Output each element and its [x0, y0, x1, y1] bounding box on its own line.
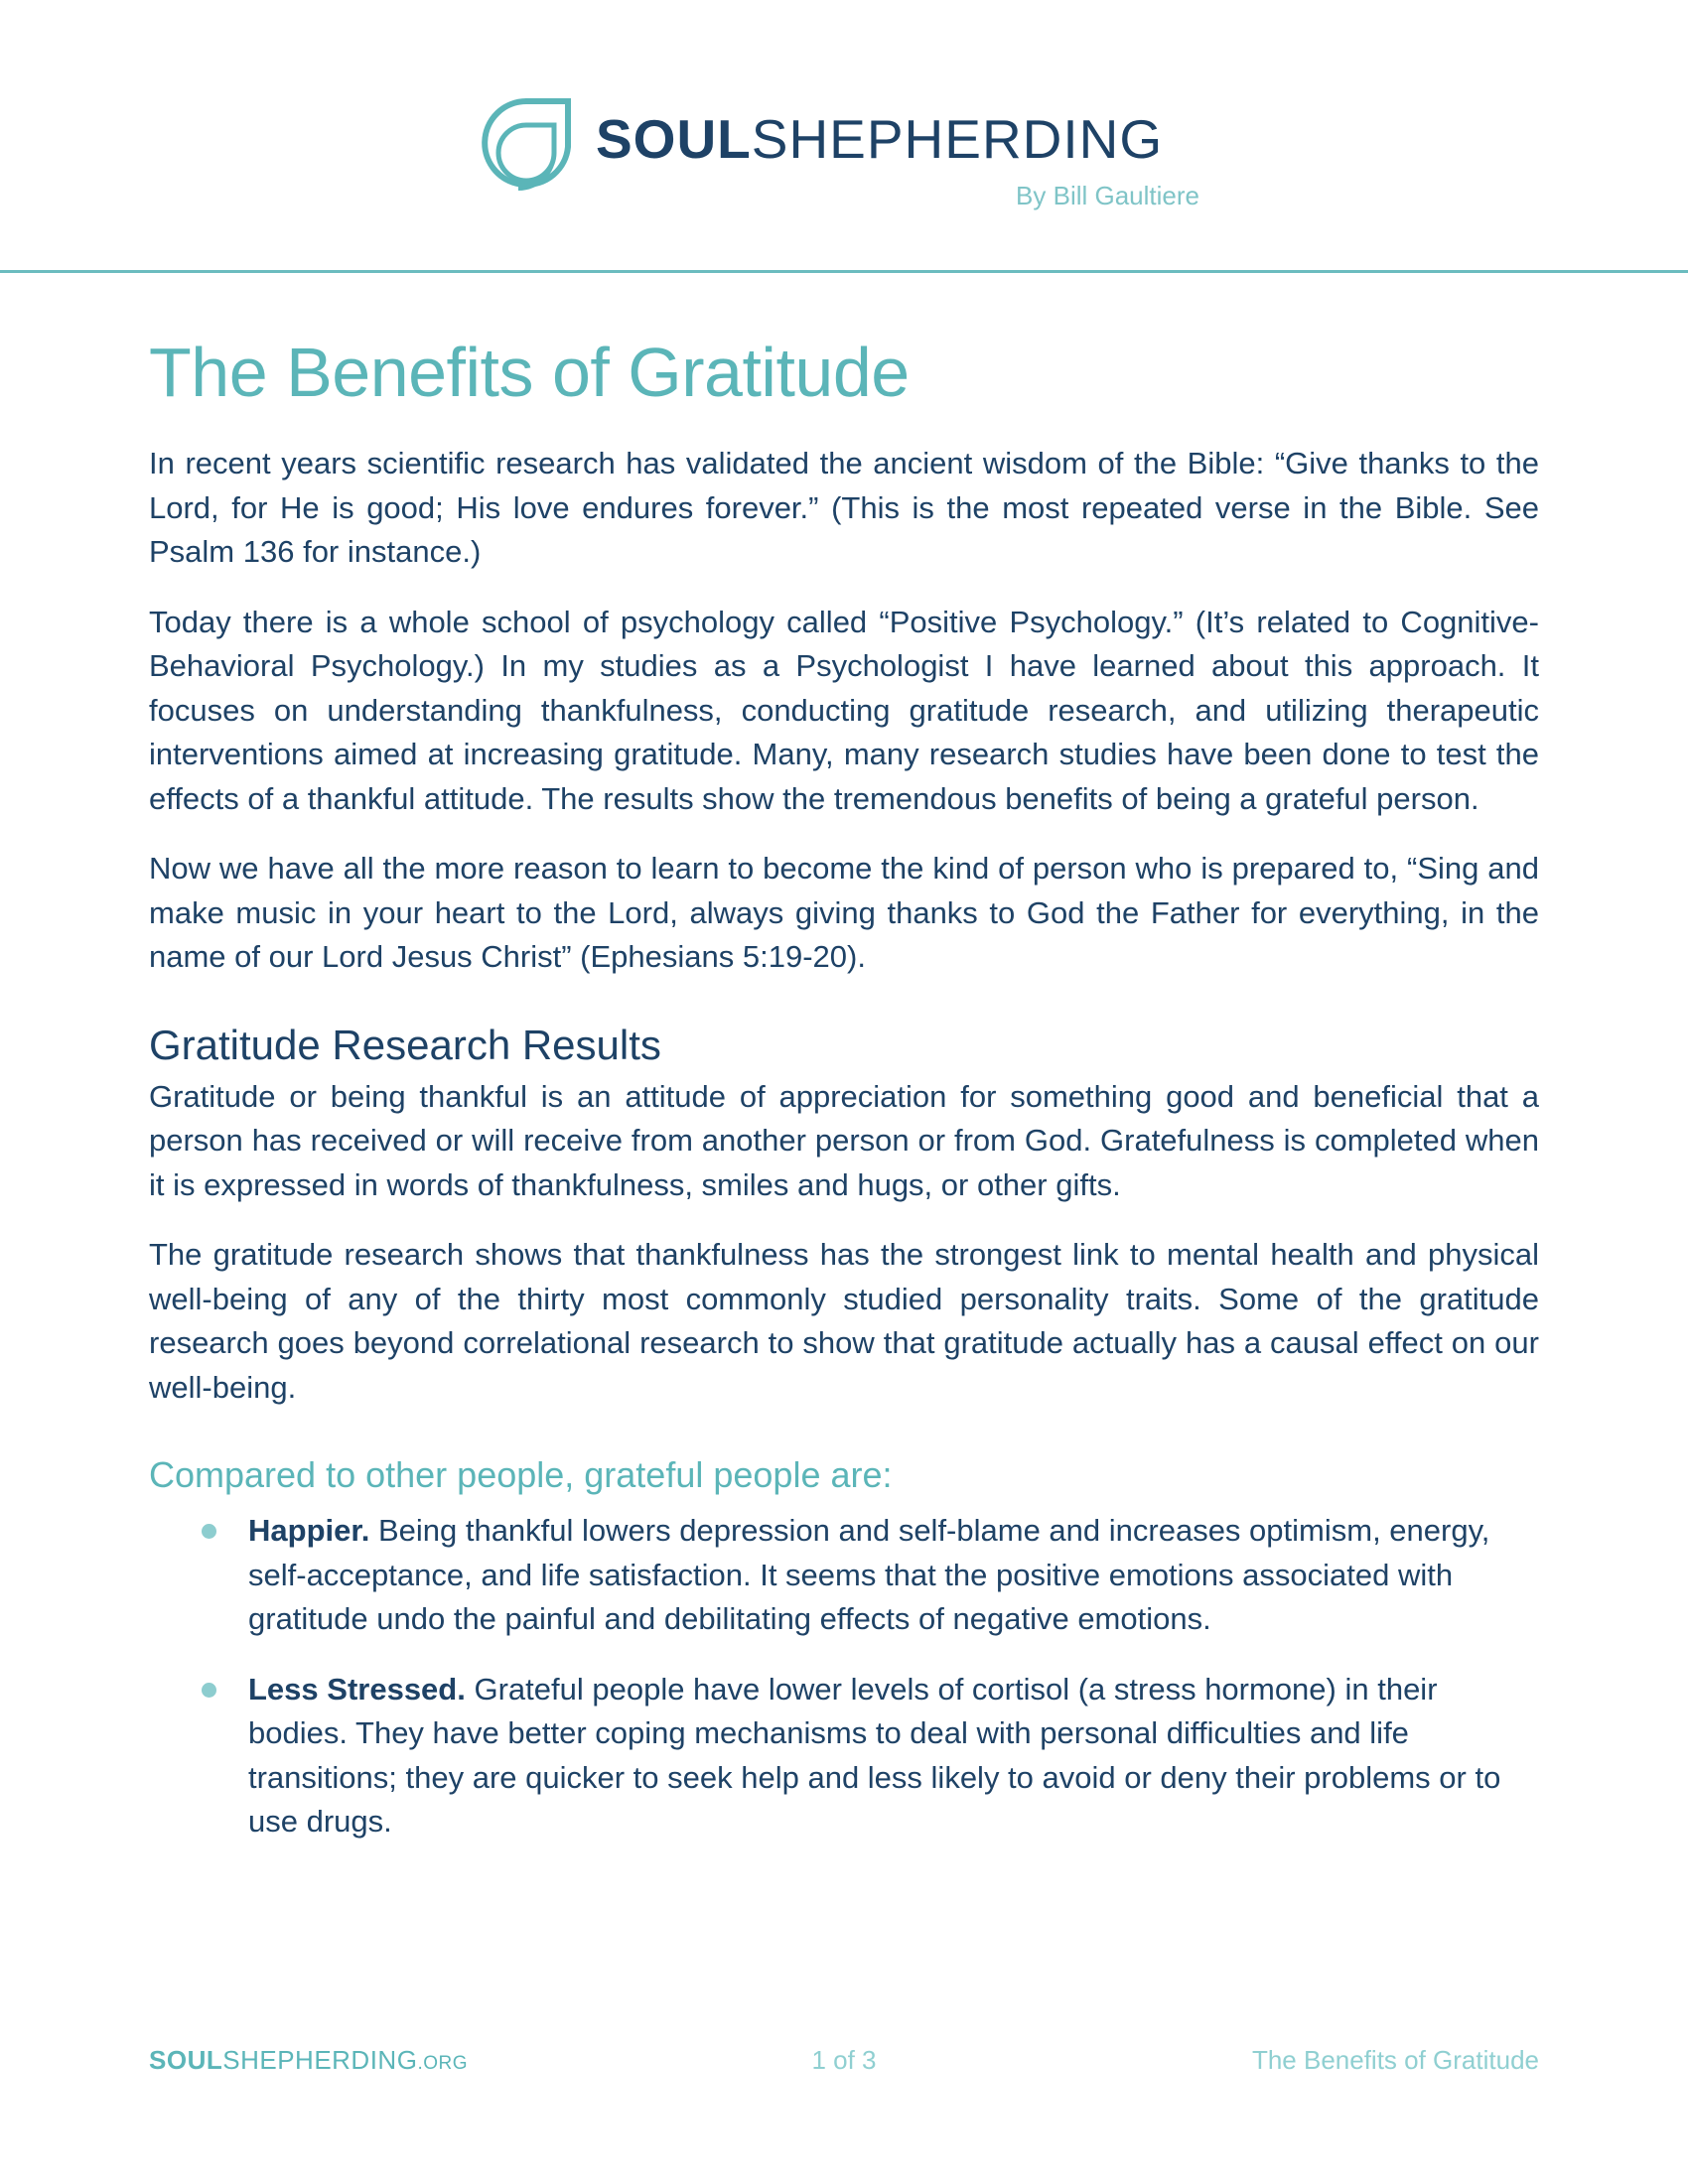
intro-paragraph-1: In recent years scientific research has validated the ancient wisdom of the Bible: “Give thanks to the Lord, for He is good; His love endures forever.” (This is the most repeated verse in the Bible. See Psalm 136 for instance.) [149, 446, 1539, 569]
page-footer [149, 2045, 1539, 2085]
header-divider [0, 270, 1688, 273]
benefits-list [149, 1509, 1539, 1844]
intro-paragraph-3: Now we have all the more reason to learn to become the kind of person who is prepared to, “Sing and make music in your heart to the Lord, always giving thanks to God the Father for everything, in the name of our Lord Jesus Christ” (Ephesians 5:19-20). [149, 851, 1539, 974]
list-item [149, 1668, 1539, 1844]
page-title: The Benefits of Gratitude [149, 334, 910, 411]
leaf-circle-icon [475, 95, 578, 199]
article-body [149, 323, 1539, 1870]
benefit-term: Happier. [248, 1513, 378, 1548]
intro-paragraph-2: Today there is a whole school of psychology called “Positive Psychology.” (It’s related to Cognitive-Behavioral Psychology.) In my studies as a Psychologist I have learned about this approach. It focuses on understanding thankfulness, conducting gratitude research, and utilizing therapeutic interventions aimed at increasing gratitude. Many, many research studies have been done to test the effects of a thankful attitude. The results show the tremendous benefits of being a grateful person. [149, 604, 1539, 816]
footer-site-regular: SHEPHERDING [222, 2045, 418, 2075]
page-header [0, 0, 1688, 274]
footer-doc-title: The Benefits of Gratitude [1251, 2045, 1539, 2075]
research-heading: Gratitude Research Results [149, 1021, 661, 1068]
brand-bold: SOUL [596, 108, 752, 170]
benefit-text: Grateful people have lower levels of cortisol (a stress hormone) in their bodies. They have better coping mechanisms to deal with personal difficulties and life transitions; they are quicker to seek help and less likely to avoid or deny their problems or to use drugs. [248, 1671, 1501, 1839]
research-paragraph-2: The gratitude research shows that thankfulness has the strongest link to mental health and physical well-being of any of the thirty most commonly studied personality traits. Some of the gratitude research goes beyond correlational research to show that gratitude actually has a causal effect on our well-being. [149, 1237, 1539, 1405]
compared-heading: Compared to other people, grateful people are: [149, 1454, 893, 1495]
benefit-term: Less Stressed. [248, 1671, 475, 1706]
bullet-icon [202, 1683, 216, 1698]
brand-wordmark [596, 103, 1163, 175]
research-paragraph-1: Gratitude or being thankful is an attitude of appreciation for something good and beneficial that a person has received or will receive from another person or from God. Gratefulness is completed when it is expressed in words of thankfulness, smiles and hugs, or other gifts. [149, 1078, 1539, 1202]
footer-site-link[interactable] [149, 2045, 468, 2076]
page-number: 1 of 3 [811, 2045, 877, 2075]
footer-site-bold: SOUL [149, 2045, 223, 2075]
bullet-icon [202, 1524, 216, 1539]
benefit-text: Being thankful lowers depression and self-blame and increases optimism, energy, self-acceptance, and life satisfaction. It seems that the positive emotions associated with gratitude undo the painful and debilitating effects of negative emotions. [248, 1513, 1490, 1636]
brand-regular: SHEPHERDING [751, 108, 1164, 170]
footer-site-tld: .ORG [417, 2053, 468, 2074]
list-item [149, 1509, 1539, 1642]
byline: By Bill Gaultiere [1016, 181, 1199, 210]
